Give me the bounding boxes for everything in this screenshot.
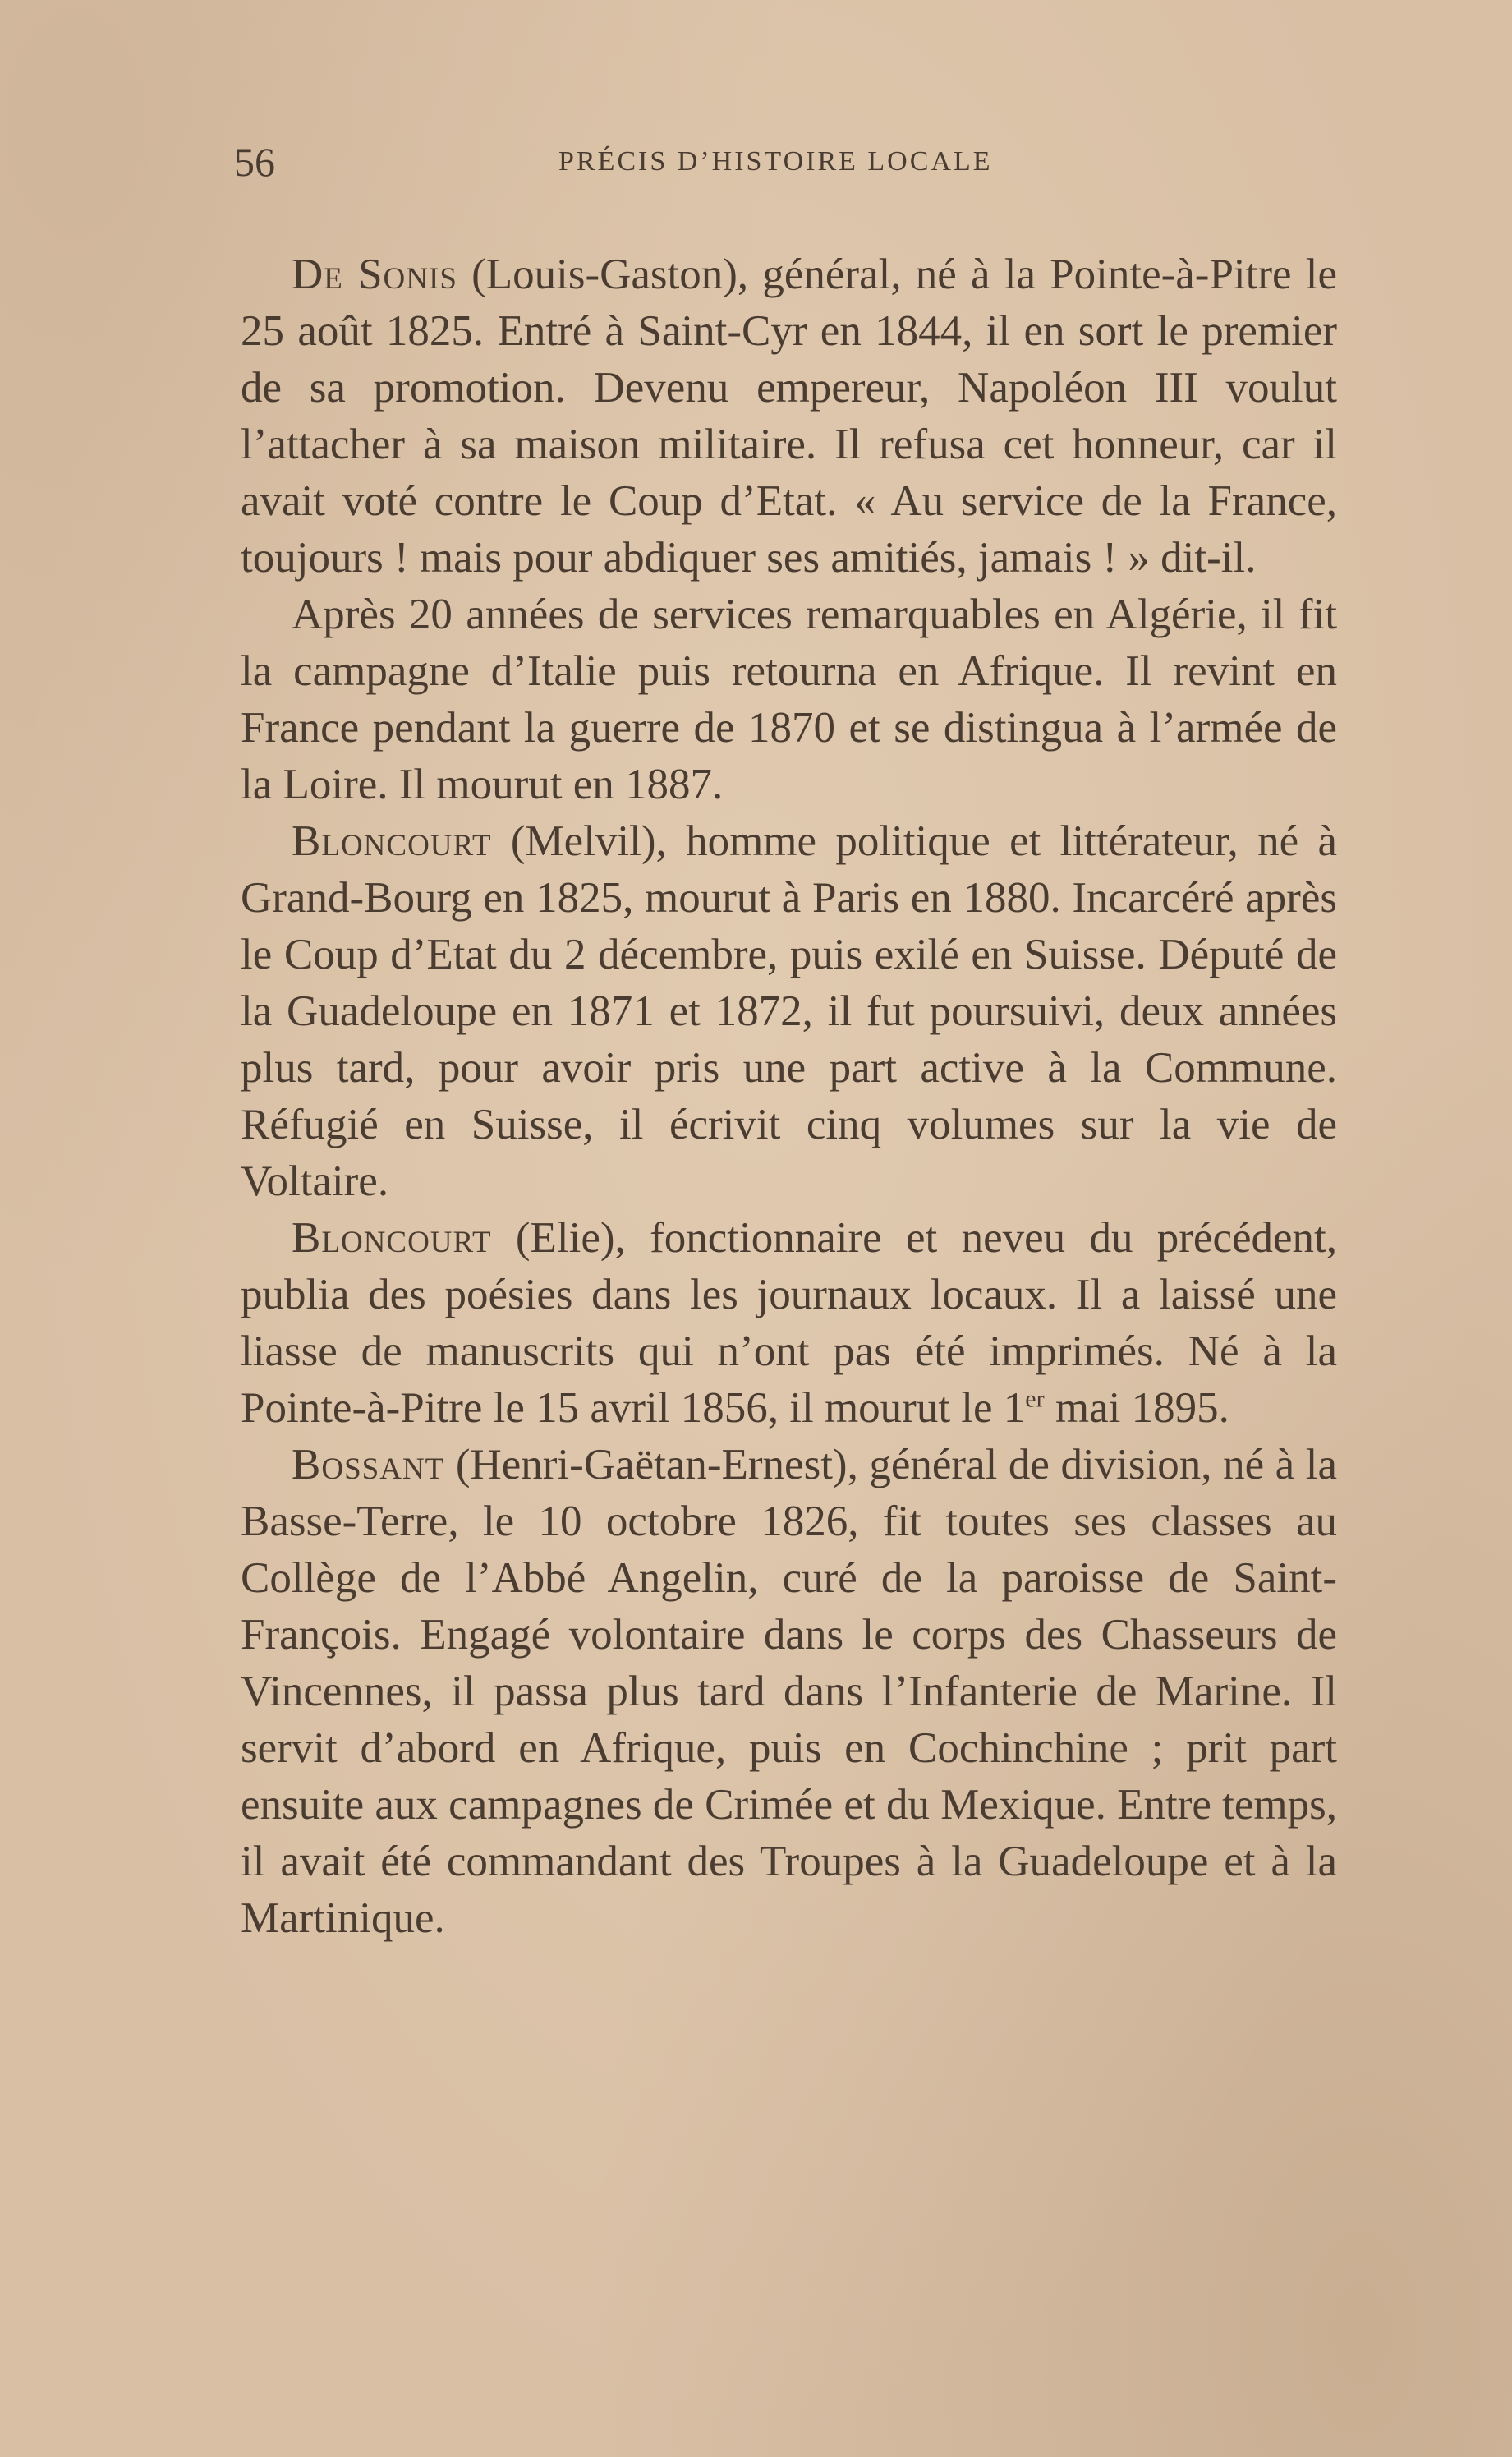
entry-text: Après 20 années de services remarquables en Algérie, il fit la campagne d’Italie puis retourna en Afrique. Il revint en France pendant la guerre de 1870 et se distingua à l’armée de la Loire. Il mourut en 1887.: [241, 591, 1337, 808]
body-text: [241, 246, 1337, 1947]
entry-de-sonis-continued: [241, 587, 1337, 813]
entry-name: Bloncourt: [292, 1214, 492, 1262]
entry-text: (Louis-Gaston), général, né à la Pointe-à-Pitre le 25 août 1825. Entré à Saint-Cyr en 1844, il en sort le premier de sa promotion. Devenu empereur, Napoléon III voulut l’attacher à sa maison militaire. Il refusa cet honneur, car il avait voté contre le Coup d’Etat. « Au service de la France, toujours ! mais pour abdiquer ses amitiés, jamais ! » dit-il.: [241, 251, 1338, 582]
ordinal-suffix: er: [1025, 1385, 1045, 1413]
entry-name: Bloncourt: [292, 817, 492, 865]
entry-bloncourt-melvil: [241, 813, 1337, 1210]
entry-name: De Sonis: [292, 251, 457, 298]
entry-de-sonis: [241, 246, 1337, 587]
running-title: PRÉCIS D’HISTOIRE LOCALE: [558, 146, 993, 177]
entry-text-end: mai 1895.: [1044, 1384, 1229, 1432]
entry-name: Bossant: [292, 1441, 445, 1488]
running-head: [234, 138, 1109, 196]
entry-text: (Henri-Gaëtan-Ernest), général de division, né à la Basse-Terre, le 10 octobre 1826, fit toutes ses classes au Collège de l’Abbé Angelin, curé de la paroisse de Saint-François. Engagé volontaire dans le corps des Chasseurs de Vincennes, il passa plus tard dans l’Infanterie de Marine. Il servit d’abord en Afrique, puis en Cochinchine ; prit part ensuite aux campagnes de Crimée et du Mexique. Entre temps, il avait été commandant des Troupes à la Guadeloupe et à la Martinique.: [241, 1441, 1337, 1942]
entry-text: (Elie), fonctionnaire et neveu du précédent, publia des poésies dans les journaux locaux. Il a laissé une liasse de manuscrits qui n’ont pas été imprimés. Né à la Pointe-à-Pitre le 15 avril 1856, il mourut le: [241, 1214, 1337, 1432]
ordinal-number: 1: [1003, 1384, 1026, 1432]
page-number: 56: [234, 139, 275, 185]
entry-bossant: [241, 1437, 1337, 1947]
entry-text: (Melvil), homme politique et littérateur, né à Grand-Bourg en 1825, mourut à Paris en 1880. Incarcéré après le Coup d’Etat du 2 décembre, puis exilé en Suisse. Député de la Guadeloupe en 1871 et 1872, il fut poursuivi, deux années plus tard, pour avoir pris une part active à la Commune. Réfugié en Suisse, il écrivit cinq volumes sur la vie de Voltaire.: [241, 817, 1337, 1205]
entry-bloncourt-elie: [241, 1210, 1337, 1437]
